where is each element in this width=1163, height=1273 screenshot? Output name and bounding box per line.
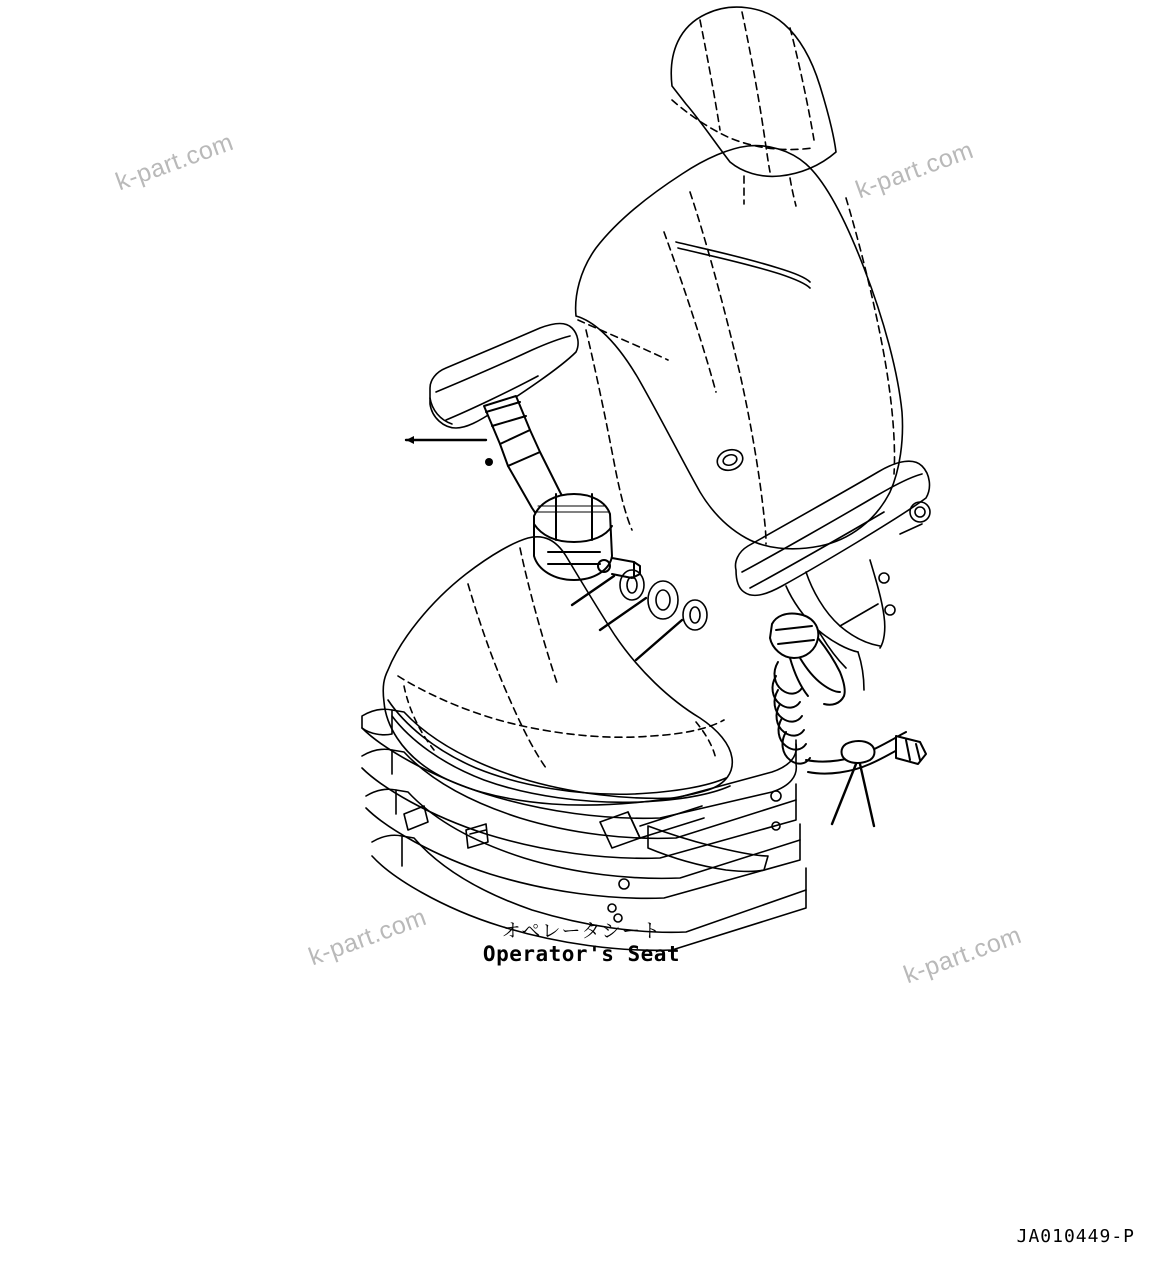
headrest-posts: [744, 176, 796, 206]
caption-english: Operator's Seat: [482, 942, 681, 966]
leader-mid-3: [636, 620, 682, 660]
right-armrest: [736, 461, 931, 595]
drawing-code: JA010449-P: [1016, 1226, 1135, 1247]
seat-belt-assembly: [770, 613, 926, 773]
caption-japanese: オペレータシート: [501, 920, 662, 942]
watermark: k-part.com: [112, 127, 238, 197]
watermark: k-part.com: [900, 920, 1026, 990]
washers-and-seals: [620, 570, 707, 630]
suspension-base: [362, 709, 806, 950]
leader-mid-2: [600, 598, 646, 630]
seat-backrest: [576, 146, 903, 549]
leader-lower-right-2: [860, 764, 874, 826]
watermark: k-part.com: [852, 135, 978, 205]
headrest: [671, 7, 836, 176]
watermark: k-part.com: [305, 902, 431, 972]
